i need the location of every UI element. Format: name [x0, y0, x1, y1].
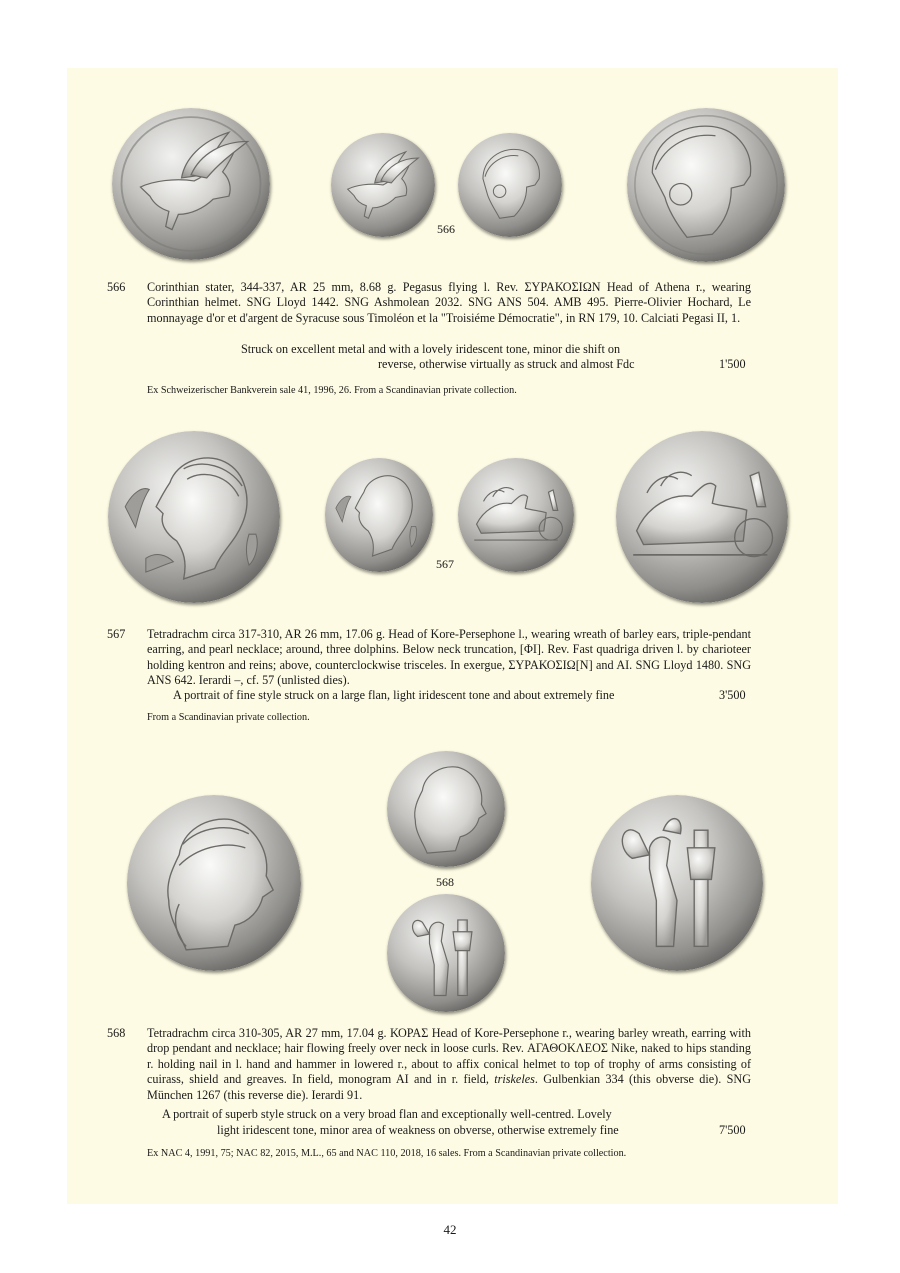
lot-description: Tetradrachm circa 317-310, AR 26 mm, 17.06 g. Head of Kore-Persephone l., wearing wreath of barley ears, triple-pendant earring, and pearl necklace; around, three dolphins. Below neck truncation, [ΦΙ]. Rev. Fast quadriga driven l. by charioteer holding kentron and reins; above, counterclockwise trisceles. In exergue, ΣΥΡΑΚΟΣΙΩ[Ν] and AI. SNG Lloyd 1480. SNG ANS 642. Ierardi –, cf. 57 (unlisted dies). [147, 627, 751, 688]
image-label-566: 566 [437, 222, 455, 236]
lot-number: 566 [107, 280, 126, 294]
image-label-568: 568 [436, 875, 454, 889]
coin-568-reverse [387, 894, 505, 1012]
lot-566-condition-line-2: reverse, otherwise virtually as struck and almost Fdc [378, 357, 635, 371]
coin-568-obverse [387, 751, 505, 867]
coin-567-obverse [325, 458, 433, 572]
lot-566-price: 1'500 [719, 357, 746, 371]
lot-566-provenance: Ex Schweizerischer Bankverein sale 41, 1996, 26. From a Scandinavian private collection. [147, 385, 517, 396]
lot-568-condition-line-1: A portrait of superb style struck on a very broad flan and exceptionally well-centred. Lovely [162, 1107, 612, 1121]
lot-number: 567 [107, 627, 126, 641]
lot-567-price: 3'500 [719, 688, 746, 702]
coin-566-obverse-large [112, 108, 270, 260]
coin-567-reverse [458, 458, 574, 572]
lot-number: 568 [107, 1026, 126, 1040]
page-number: 42 [443, 1222, 457, 1237]
image-label-567: 567 [436, 557, 454, 571]
coin-566-obverse [331, 133, 435, 237]
lot-568-price: 7'500 [719, 1123, 746, 1137]
coin-567-reverse-large [616, 431, 788, 603]
coin-566-reverse-large [627, 108, 785, 262]
lot-description: Corinthian stater, 344-337, AR 25 mm, 8.68 g. Pegasus flying l. Rev. ΣΥΡΑΚΟΣΙΩΝ Head of Athena r., wearing Corinthian helmet. SNG Lloyd 1442. SNG Ashmolean 2032. SNG ANS 504. AMB 495. Pierre-Olivier Hochard, Le monnayage d'or et d'argent de Syracuse sous Timoléon et la "Troisiéme Démocratie", in RN 179, 10. Calciati Pegasi II, 1. [147, 280, 751, 325]
coin-568-obverse-large [127, 795, 301, 971]
lot-567-provenance: From a Scandinavian private collection. [147, 712, 310, 723]
lot-568-condition-line-2: light iridescent tone, minor area of weakness on obverse, otherwise extremely fine [217, 1123, 619, 1137]
coin-567-obverse-large [108, 431, 280, 603]
coin-566-reverse [458, 133, 562, 237]
lot-566-condition-line-1: Struck on excellent metal and with a lovely iridescent tone, minor die shift on [241, 342, 621, 356]
lot-568-provenance: Ex NAC 4, 1991, 75; NAC 82, 2015, M.L., 65 and NAC 110, 2018, 16 sales. From a Scandinavian private collection. [147, 1148, 627, 1159]
lot-567-condition-line-1: A portrait of fine style struck on a large flan, light iridescent tone and about extremely fine [173, 688, 615, 702]
lot-description: Tetradrachm circa 310-305, AR 27 mm, 17.04 g. ΚΟΡΑΣ Head of Kore-Persephone r., wearing barley wreath, earring with drop pendant and necklace; hair flowing freely over neck in loose curls. Rev. ΑΓΑΘΟΚΛΕΟΣ Nike, naked to hips standing r. holding nail in l. hand and hammer in lowered r., about to affix conical helmet to top of trophy of arms consisting of cuirass, shield and greaves. In field, monogram AI and in r. field, triskeles. Gulbenkian 334 (this obverse die). SNG München 1267 (this reverse die). Ierardi 91. [147, 1026, 751, 1102]
coin-568-reverse-large [591, 795, 763, 971]
